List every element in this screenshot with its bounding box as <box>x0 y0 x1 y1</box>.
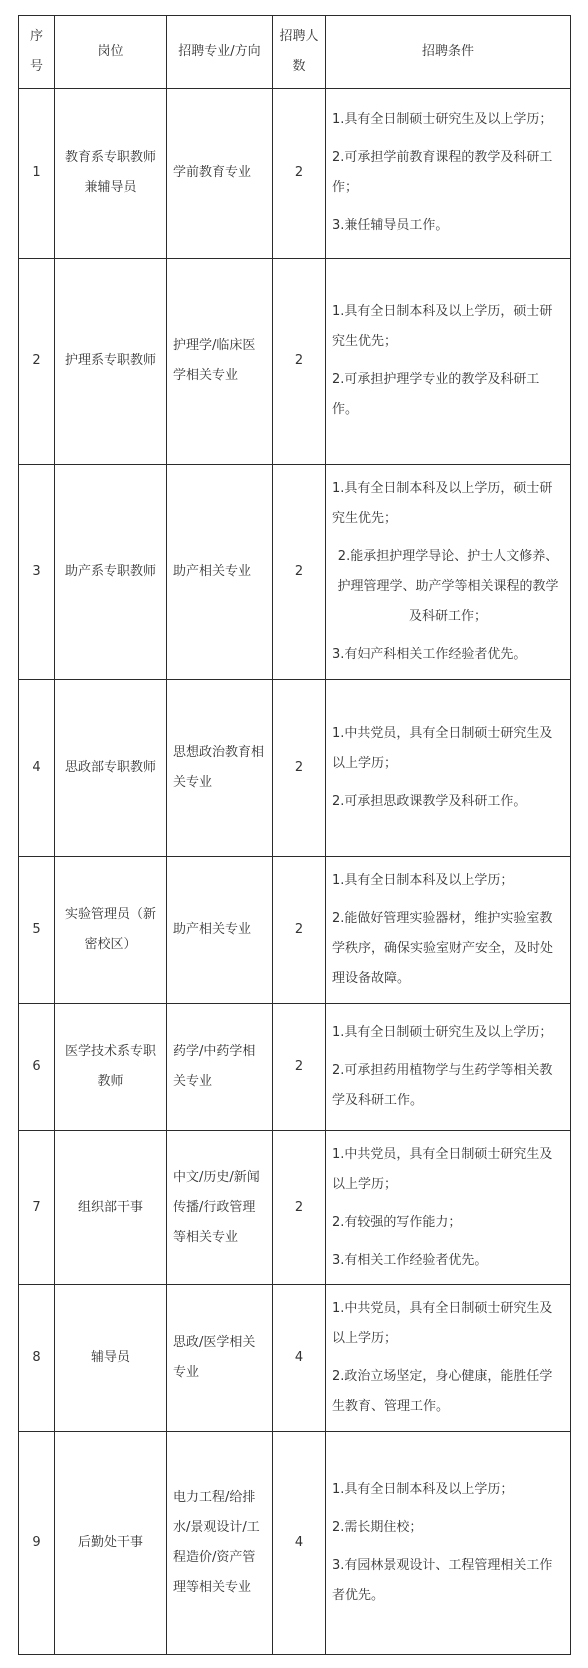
row-major: 助产相关专业 <box>167 857 273 1003</box>
condition-item: 1.具有全日制本科及以上学历； <box>332 1481 514 1497</box>
row-num: 7 <box>19 1130 55 1284</box>
row-conditions <box>326 89 571 259</box>
header-major: 招聘专业/方向 <box>167 16 273 89</box>
table-row <box>19 464 571 679</box>
recruitment-table <box>18 15 571 1655</box>
condition-item: 2.可承担思政课教学及科研工作。 <box>332 793 527 809</box>
row-conditions <box>326 679 571 857</box>
row-conditions <box>326 1003 571 1130</box>
condition-item: 1.具有全日制本科及以上学历； <box>332 873 514 888</box>
row-major: 药学/中药学相关专业 <box>167 1003 273 1130</box>
row-num: 4 <box>19 679 55 857</box>
row-num: 9 <box>19 1431 55 1654</box>
condition-item: 2.可承担学前教育课程的教学及科研工作； <box>332 150 553 196</box>
condition-item: 2.需长期住校； <box>332 1519 423 1535</box>
row-num: 3 <box>19 464 55 679</box>
header-row <box>19 16 571 89</box>
condition-item: 1.具有全日制硕士研究生及以上学历； <box>332 112 553 128</box>
table-row <box>19 1431 571 1654</box>
row-count: 4 <box>273 1431 326 1654</box>
condition-item: 1.具有全日制硕士研究生及以上学历； <box>332 1024 553 1040</box>
condition-item: 2.可承担药用植物学与生药学等相关教学及科研工作。 <box>332 1062 553 1108</box>
table-row <box>19 1003 571 1130</box>
condition-item: 2.能承担护理学导论、护士人文修养、护理管理学、助产学等相关课程的教学及科研工作； <box>337 548 559 624</box>
table-row <box>19 89 571 259</box>
table-row <box>19 1130 571 1284</box>
condition-item: 1.中共党员，具有全日制硕士研究生及以上学历； <box>332 1301 553 1347</box>
condition-item: 2.可承担护理学专业的教学及科研工作。 <box>332 372 540 418</box>
row-count: 2 <box>273 89 326 259</box>
row-count: 2 <box>273 258 326 464</box>
row-num: 1 <box>19 89 55 259</box>
row-count: 2 <box>273 1130 326 1284</box>
row-major: 电力工程/给排水/景观设计/工程造价/资产管理等相关专业 <box>167 1431 273 1654</box>
condition-item: 2.政治立场坚定，身心健康，能胜任学生教育、管理工作。 <box>332 1369 553 1415</box>
row-position: 思政部专职教师 <box>55 679 167 857</box>
row-conditions <box>326 857 571 1003</box>
row-num: 2 <box>19 258 55 464</box>
row-major: 思政/医学相关专业 <box>167 1285 273 1431</box>
header-count: 招聘人数 <box>273 16 326 89</box>
row-position: 助产系专职教师 <box>55 464 167 679</box>
condition-item: 3.兼任辅导员工作。 <box>332 218 449 234</box>
row-num: 8 <box>19 1285 55 1431</box>
row-major: 护理学/临床医学相关专业 <box>167 258 273 464</box>
row-position: 护理系专职教师 <box>55 258 167 464</box>
row-position: 辅导员 <box>55 1285 167 1431</box>
condition-item: 3.有妇产科相关工作经验者优先。 <box>332 646 527 662</box>
row-count: 2 <box>273 679 326 857</box>
condition-item: 2.有较强的写作能力； <box>332 1214 462 1230</box>
header-num: 序号 <box>19 16 55 89</box>
condition-item: 1.中共党员，具有全日制硕士研究生及以上学历； <box>332 1146 553 1192</box>
condition-item: 1.具有全日制本科及以上学历，硕士研究生优先； <box>332 304 553 350</box>
row-position: 教育系专职教师兼辅导员 <box>55 89 167 259</box>
row-major: 助产相关专业 <box>167 464 273 679</box>
row-conditions <box>326 1285 571 1431</box>
row-num: 5 <box>19 857 55 1003</box>
row-count: 2 <box>273 1003 326 1130</box>
row-conditions <box>326 1431 571 1654</box>
row-conditions <box>326 258 571 464</box>
row-conditions <box>326 464 571 679</box>
row-major: 学前教育专业 <box>167 89 273 259</box>
table-row <box>19 258 571 464</box>
row-position: 组织部干事 <box>55 1130 167 1284</box>
row-major: 思想政治教育相关专业 <box>167 679 273 857</box>
header-conditions: 招聘条件 <box>326 16 571 89</box>
table-row <box>19 857 571 1003</box>
condition-item: 1.具有全日制本科及以上学历，硕士研究生优先； <box>332 480 553 526</box>
row-position: 医学技术系专职教师 <box>55 1003 167 1130</box>
row-position: 后勤处干事 <box>55 1431 167 1654</box>
row-count: 2 <box>273 857 326 1003</box>
row-position: 实验管理员（新密校区） <box>55 857 167 1003</box>
row-count: 2 <box>273 464 326 679</box>
table-row <box>19 679 571 857</box>
row-num: 6 <box>19 1003 55 1130</box>
row-conditions <box>326 1130 571 1284</box>
condition-item: 1.中共党员，具有全日制硕士研究生及以上学历； <box>332 725 553 771</box>
condition-item: 2.能做好管理实验器材，维护实验室教学秩序，确保实验室财产安全，及时处理设备故障。 <box>332 911 554 986</box>
condition-item: 3.有园林景观设计、工程管理相关工作者优先。 <box>332 1557 553 1603</box>
row-major: 中文/历史/新闻传播/行政管理等相关专业 <box>167 1130 273 1284</box>
row-count: 4 <box>273 1285 326 1431</box>
header-position: 岗位 <box>55 16 167 89</box>
condition-item: 3.有相关工作经验者优先。 <box>332 1252 488 1268</box>
table-row <box>19 1285 571 1431</box>
